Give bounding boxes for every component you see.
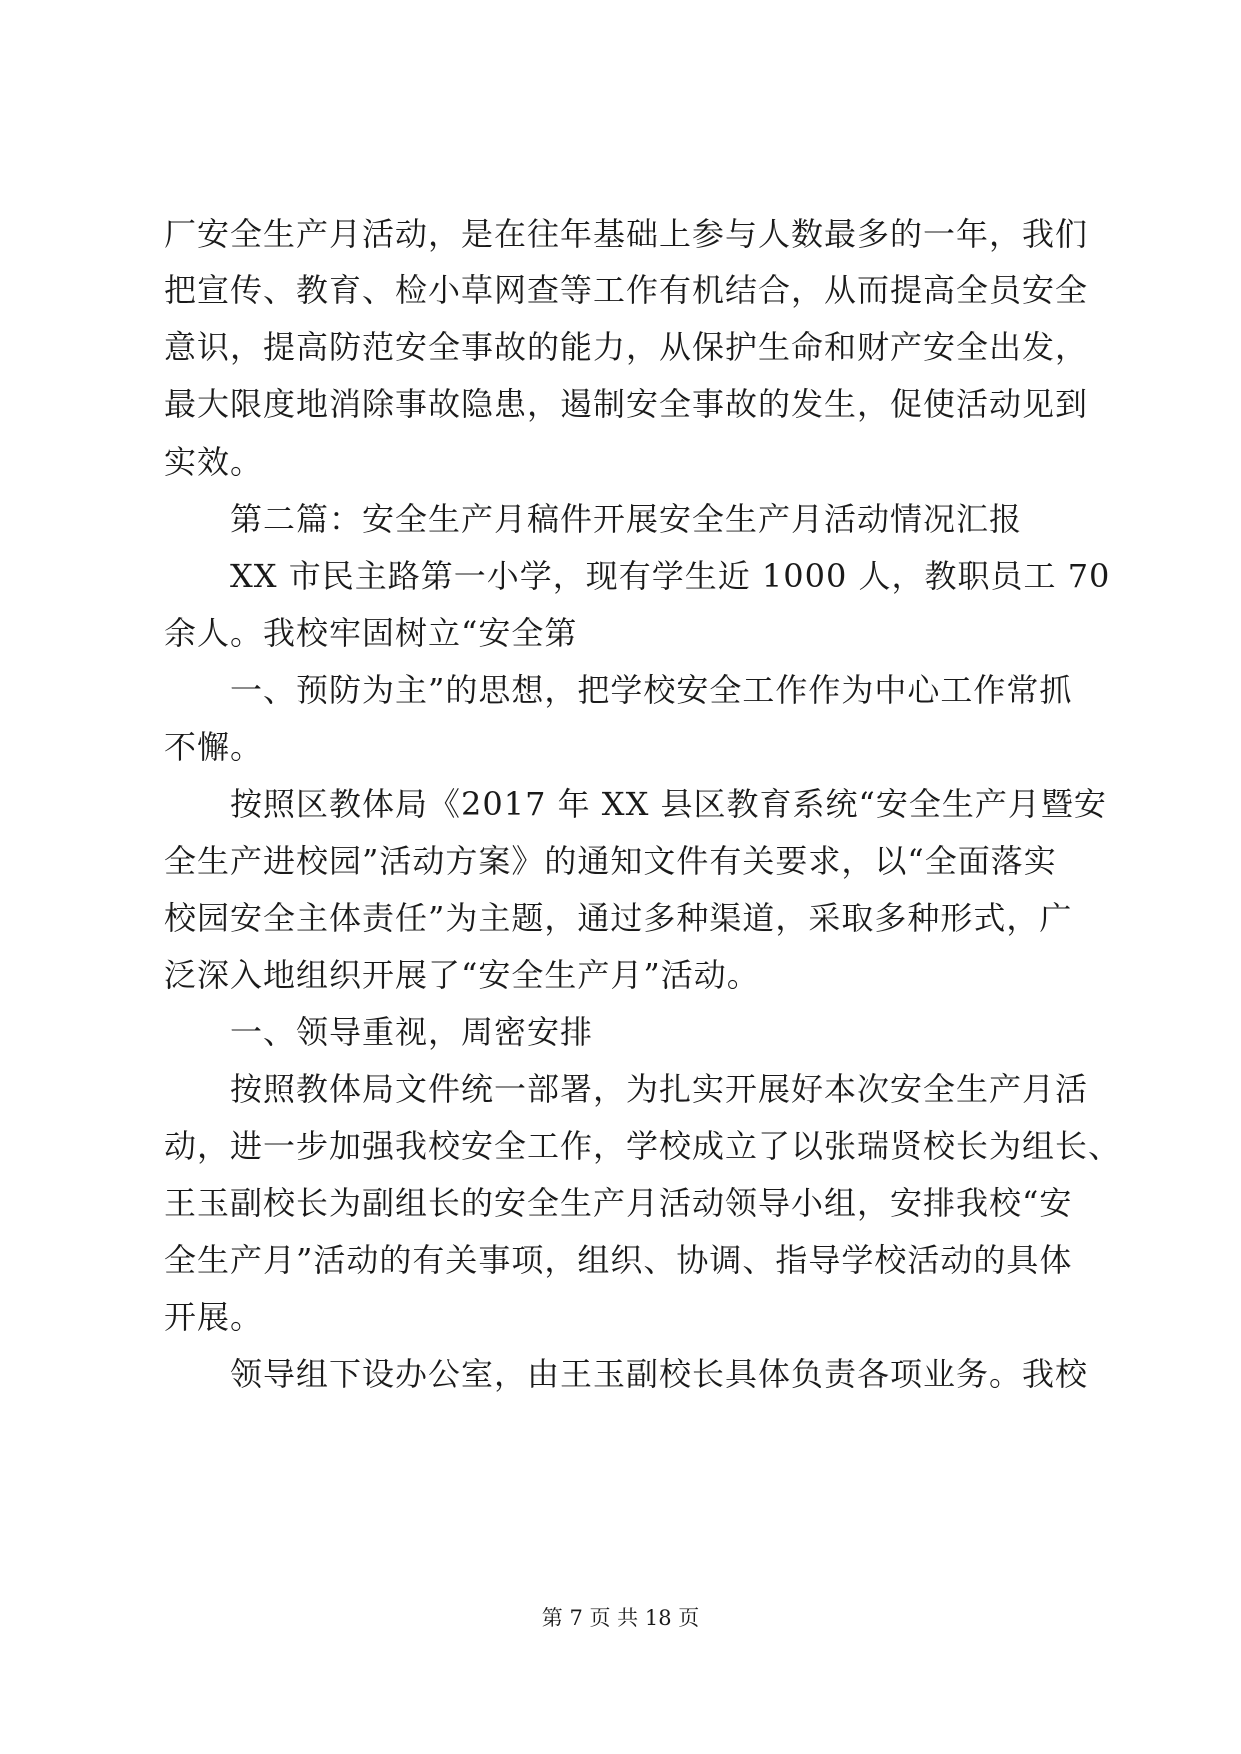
text-line: 按照区教体局《2017 年 XX 县区教育系统“安全生产月暨安	[230, 785, 1107, 823]
text-line: 动，进一步加强我校安全工作，学校成立了以张瑞贤校长为组长、	[164, 1127, 1122, 1165]
text-line: 泛深入地组织开展了“安全生产月”活动。	[164, 956, 760, 994]
text-line: 按照教体局文件统一部署，为扎实开展好本次安全生产月活	[230, 1070, 1089, 1108]
text-line: 开展。	[164, 1298, 264, 1336]
page-number-footer: 第 7 页 共 18 页	[541, 1606, 700, 1630]
text-line: 全生产进校园”活动方案》的通知文件有关要求，以“全面落实	[164, 842, 1057, 880]
text-line: 意识，提高防范安全事故的能力，从保护生命和财产安全出发，	[164, 328, 1089, 366]
text-line: 全生产月”活动的有关事项，组织、协调、指导学校活动的具体	[164, 1241, 1073, 1279]
text-line: 最大限度地消除事故隐患，遏制安全事故的发生，促使活动见到	[164, 385, 1089, 423]
text-line: 校园安全主体责任”为主题，通过多种渠道，采取多种形式，广	[164, 899, 1073, 937]
text-line: 把宣传、教育、检小草网查等工作有机结合，从而提高全员安全	[164, 271, 1089, 309]
text-line: 一、预防为主”的思想，把学校安全工作作为中心工作常抓	[230, 671, 1073, 709]
text-line: 不懈。	[164, 728, 264, 766]
text-line: 领导组下设办公室，由王玉副校长具体负责各项业务。我校	[230, 1355, 1089, 1393]
text-line: XX 市民主路第一小学，现有学生近 1000 人，教职员工 70	[230, 557, 1111, 595]
section-heading: 第二篇：安全生产月稿件开展安全生产月活动情况汇报	[230, 500, 1023, 538]
subsection-heading: 一、领导重视，周密安排	[230, 1013, 594, 1051]
text-line: 厂安全生产月活动，是在往年基础上参与人数最多的一年，我们	[164, 215, 1089, 253]
text-line: 余人。我校牢固树立“安全第	[164, 614, 578, 652]
text-line: 王玉副校长为副组长的安全生产月活动领导小组，安排我校“安	[164, 1184, 1073, 1222]
text-line: 实效。	[164, 443, 264, 481]
